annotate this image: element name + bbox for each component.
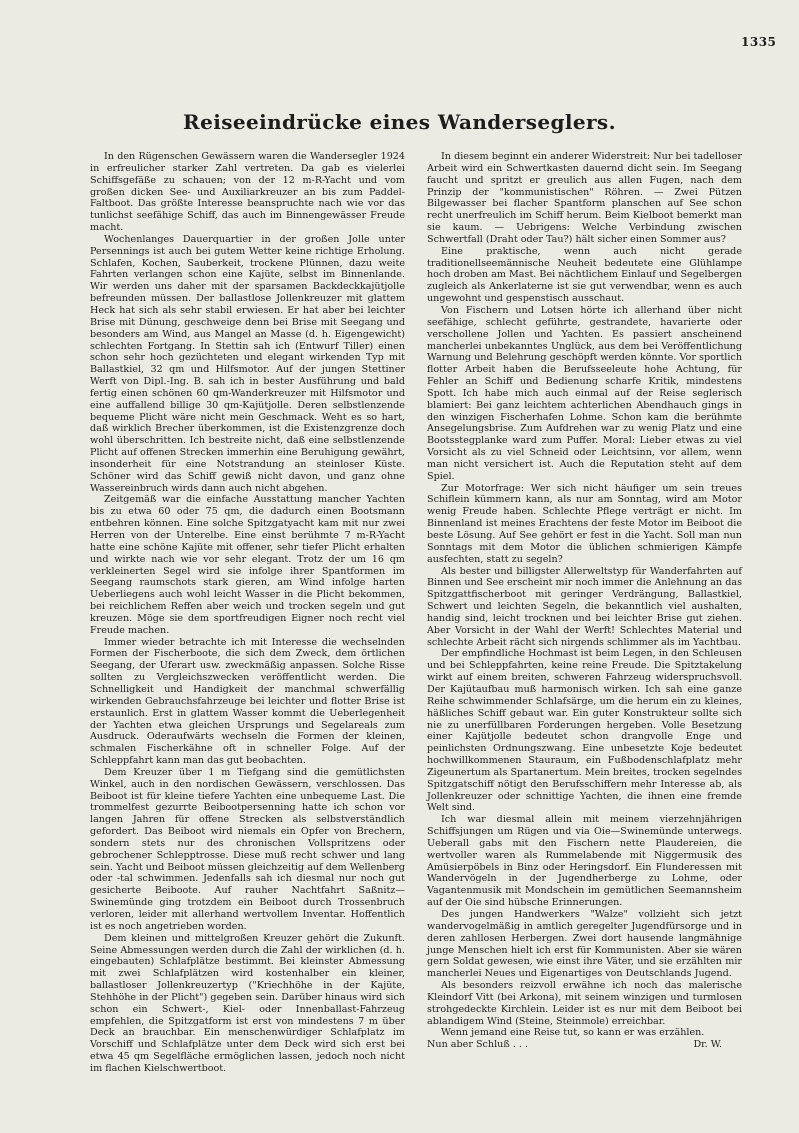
paragraph: Als bester und billigster Allerweltstyp für Wanderfahrten auf Binnen und See erscheint mir noch immer die Anlehnung an das Spitzgattfischerboot mit geringer Verdrängung, Ballastkiel, Schwert und leichten Segeln, die bekanntlich viel aushalten, handig sind, leicht trocknen und bei leichter Brise gut ziehen. Aber Vorsicht in der Wahl der Werft! Schlechtes Material und schlechte Arbeit rächt sich nirgends schlimmer als im Yachtbau.	[427, 565, 742, 648]
paragraph: Dem Kreuzer über 1 m Tiefgang sind die gemütlichsten Winkel, auch in den nordischen Gewässern, verschlossen. Das Beiboot ist für kleine tiefere Yachten eine unbequeme Last. Die trommelfest gezurrte Beibootpersenning hatte ich schon vor langen Jahren für offene Strecken als selbstverständlich gefordert. Das Beiboot wird niemals ein Opfer von Brechern, sondern stets nur des chronischen Vollspritzens oder gebrochener Schlepptrosse. Diese muß recht schwer und lang sein. Yacht und Beiboot müssen gleichzeitig auf dem Wellenberg oder -tal schwimmen. Jedenfalls sah ich diesmal nur noch gut gesicherte Beiboote. Auf rauher Nachtfahrt Saßnitz—Swinemünde ging trotzdem ein Beiboot durch Trossenbruch verloren, leider mit allerhand wertvollem Inventar. Hoffentlich ist es noch angetrieben worden.	[90, 766, 405, 932]
paragraph: Von Fischern und Lotsen hörte ich allerhand über nicht seefähige, schlecht geführte, gestrandete, havarierte oder verschollene Jollen und Yachten. Es passiert anscheinend mancherlei unbekanntes Unglück, aus dem bei Veröffentlichung Warnung und Belehrung geschöpft werden könnte. Vor sportlich flotter Arbeit haben die Berufsseeleute hohe Achtung, für Fehler an Schiff und Bedienung scharfe Kritik, mindestens Spott. Ich habe mich auch einmal auf der Reise seglerisch blamiert: Bei ganz leichtem achterlichen Abendhauch gings in den winzigen Fischerhafen Lohme. Schon kam die berühmte Ansegelungsbrise. Zum Aufdrehen war zu wenig Platz und eine Bootsstegplanke ward zum Puffer. Moral: Lieber etwas zu viel Vorsicht als zu viel Schneid oder Leichtsinn, vor allem, wenn man nicht versichert ist. Auch die Reputation steht auf dem Spiel.	[427, 304, 742, 482]
closing-text: Nun aber Schluß . . .	[427, 1039, 529, 1051]
left-column	[90, 151, 405, 1075]
paragraph: Der empfindliche Hochmast ist beim Legen, in den Schleusen und bei Schleppfahrten, keine reine Freude. Die Spitztakelung wirkt auf einem breiten, schweren Fahrzeug widerspruchsvoll. Der Kajütaufbau muß harmonisch wirken. Ich sah eine ganze Reihe schwimmender Schlafsärge, um die herum ein zu kleines, häßliches Schiff gebaut war. Ein guter Konstrukteur sollte sich nie zu unerfüllbaren Forderungen hergeben. Volle Besetzung einer Kajütjolle bedeutet schon drangvolle Enge und peinlichsten Ordnungszwang. Eine unbesetzte Koje bedeutet hochwillkommenen Stauraum, ein Fußbodenschlafplatz mehr Zigeunertum als Spartanertum. Mein breites, trocken segelndes Spitzgatschiff nötigt den Berufsschiffern mehr Interesse ab, als Jollenkreuzer oder schnittige Yachten, die ihnen eine fremde Welt sind.	[427, 648, 742, 814]
paragraph: Wochenlanges Dauerquartier in der großen Jolle unter Persennings ist auch bei gutem Wetter keine richtige Erholung. Schlafen, Kochen, Sauberkeit, trockene Plünnen, dazu weite Fahrten verlangen schon eine Kajüte, selbst im Binnenlande. Wir werden uns daher mit der sparsamen Backdeckkajütjolle befreunden müssen. Der ballastlose Jollenkreuzer mit glattem Heck hat sich als sehr stabil erwiesen. Er hat aber bei leichter Brise mit Dünung, geschweige denn bei Brise mit Seegang und besonders am Wind, aus Mangel an Masse (d. h. Eigengewicht) schlechten Fortgang. In Stettin sah ich (Entwurf Tiller) einen schon sehr hoch gezüchteten und elegant wirkenden Typ mit Ballastkiel, 32 qm und Hilfsmotor. Auf der jungen Stettiner Werft von Dipl.-Ing. B. sah ich in bester Ausführung und bald fertig einen schönen 60 qm-Wanderkreuzer mit Hilfsmotor und eine auffallend billige 30 qm-Kajütjolle. Deren selbstlenzende bequeme Plicht wäre nicht mein Geschmack. Weht es so hart, daß wirklich Brecher überkommen, ist die Existenzgrenze doch wohl überschritten. Ich bestreite nicht, daß eine selbstlenzende Plicht auf offenen Strecken immerhin eine Beruhigung gewährt, insonderheit für eine Notstrandung an steinloser Küste. Schöner wird das Schiff gewiß nicht davon, und ganz ohne Wassereinbruch wirds dann auch nicht abgehen.	[90, 233, 405, 494]
closing-line	[427, 1039, 742, 1051]
paragraph: Des jungen Handwerkers "Walze" vollzieht sich jetzt wandervogelmäßig in amtlich geregelter Jugendfürsorge und in deren zahllosen Herbergen. Zwei dort hausende langmähnige junge Menschen hielt ich erst für Kommunisten. Aber sie wären gern Soldat gewesen, wie einst ihre Väter, und sie erzählten mir mancherlei Neues und Eigenartiges von Deutschlands Jugend.	[427, 909, 742, 980]
right-column	[427, 151, 742, 1051]
paragraph: Immer wieder betrachte ich mit Interesse die wechselnden Formen der Fischerboote, die sich dem Zweck, dem örtlichen Seegang, der Uferart usw. zweckmäßig anpassen. Solche Risse sollten zu Vergleichszwecken veröffentlicht werden. Die Schnelligkeit und Handigkeit der manchmal schwerfällig wirkenden Gebrauchsfahrzeuge bei leichter und flotter Brise ist erstaunlich. Erst in glattem Wasser kommt die Ueberlegenheit der Yachten etwa gleichen Ursprungs und Segelareals zum Ausdruck. Oderaufwärts wechseln die Formen der kleinen, schmalen Fischerkähne oft in schneller Folge. Auf der Schleppfahrt kann man das gut beobachten.	[90, 636, 405, 767]
paragraph: Als besonders reizvoll erwähne ich noch das malerische Kleindorf Vitt (bei Arkona), mit seinem winzigen und turmlosen strohgedeckte Kirchlein. Leider ist es nur mit dem Beiboot bei ablandigem Wind (Steine, Steinmole) erreichbar.	[427, 980, 742, 1027]
paragraph: Eine praktische, wenn auch nicht gerade traditionellseemännische Neuheit bedeutete eine Glühlampe hoch droben am Mast. Bei nächtlichem Einlauf und Segelbergen zugleich als Ankerlaterne ist sie gut verwendbar, wenn es auch ungewohnt und gespenstisch ausschaut.	[427, 245, 742, 305]
paragraph: In den Rügenschen Gewässern waren die Wandersegler 1924 in erfreulicher starker Zahl vertreten. Da gab es vielerlei Schiffsgefäße zu schauen; von der 12 m-R-Yacht und vom großen dicken See- und Auxiliarkreuzer an bis zum Paddel-Faltboot. Das größte Interesse beanspruchte nach wie vor das tunlichst seefähige Schiff, das auch im Binnengewässer Freude macht.	[90, 151, 405, 234]
paragraph: Zeitgemäß war die einfache Ausstattung mancher Yachten bis zu etwa 60 oder 75 qm, die dadurch einen Bootsmann entbehren können. Eine solche Spitzgatyacht kam mit nur zwei Herren von der Unterelbe. Eine einst berühmte 7 m-R-Yacht hatte eine schöne Kajüte mit offener, sehr tiefer Plicht erhalten und wirkte nach wie vor sehr elegant. Trotz der um 16 qm verkleinerten Segel wird sie infolge ihrer Spantformen im Seegang raumschots stark gieren, am Wind infolge harten Ueberliegens auch wohl leicht Wasser in die Plicht bekommen, bei reichlichem Reffen aber weich und trocken segeln und gut kreuzen. Möge sie dem sportfreudigen Eigner noch recht viel Freude machen.	[90, 494, 405, 636]
page-number: 1335	[741, 35, 777, 49]
paragraph: Zur Motorfrage: Wer sich nicht häufiger um sein treues Schiflein kümmern kann, als nur am Sonntag, wird am Motor wenig Freude haben. Schlechte Pflege verträgt er nicht. Im Binnenland ist meines Erachtens der feste Motor im Beiboot die beste Lösung. Auf See gehört er fest in die Yacht. Soll man nun Sonntags mit dem Motor die üblichen schmierigen Kämpfe ausfechten, statt zu segeln?	[427, 482, 742, 565]
paragraph: Dem kleinen und mittelgroßen Kreuzer gehört die Zukunft. Seine Abmessungen werden durch die Zahl der wirklichen (d. h. eingebauten) Schlafplätze bestimmt. Bei kleinster Abmessung mit zwei Schlafplätzen wird kostenhalber ein kleiner, ballastloser Jollenkreuzertyp ("Kriechhöhe in der Kajüte, Stehhöhe in der Plicht") gegeben sein. Darüber hinaus wird sich schon ein Schwert-, Kiel- oder Innenballast-Fahrzeug empfehlen, die Spitzgatform ist erst von mindestens 7 m über Deck an brauchbar. Ein menschenwürdiger Schlafplatz im Vorschiff und Schlafplätze unter dem Deck wird sich erst bei etwa 45 qm Segelfläche ermöglichen lassen, jedoch noch nicht im flachen Kielschwertboot.	[90, 932, 405, 1074]
paragraph: Ich war diesmal allein mit meinem vierzehnjährigen Schiffsjungen um Rügen und via Oie—Swinemünde unterwegs. Ueberall gabs mit den Fischern nette Plaudereien, die wertvoller waren als Rummelabende mit Niggermusik des Amüsierpöbels in Binz oder Heringsdorf. Ein Flunderessen mit Wandervögeln in der Jugendherberge zu Lohme, oder Vagantenmusik mit Mondschein im gemütlichen Seemannsheim auf der Oie sind hübsche Erinnerungen.	[427, 814, 742, 909]
paragraph: In diesem beginnt ein anderer Widerstreit: Nur bei tadelloser Arbeit wird ein Schwertkasten dauernd dicht sein. Im Seegang faucht und spritzt er greulich aus allen Fugen, nach dem Prinzip der "kommunistischen" Röhren. — Zwei Pützen Bilgewasser bei flacher Spantform planschen auf See schon recht unerfreulich im Schiff herum. Beim Kielboot bemerkt man sie kaum. — Uebrigens: Welche Verbindung zwischen Schwertfall (Draht oder Tau?) hält sicher einen Sommer aus?	[427, 151, 742, 245]
signature: Dr. W.	[693, 1039, 722, 1051]
paragraph: Wenn jemand eine Reise tut, so kann er was erzählen.	[441, 1027, 705, 1039]
article-title: Reiseeindrücke eines Wanderseglers.	[183, 110, 616, 134]
